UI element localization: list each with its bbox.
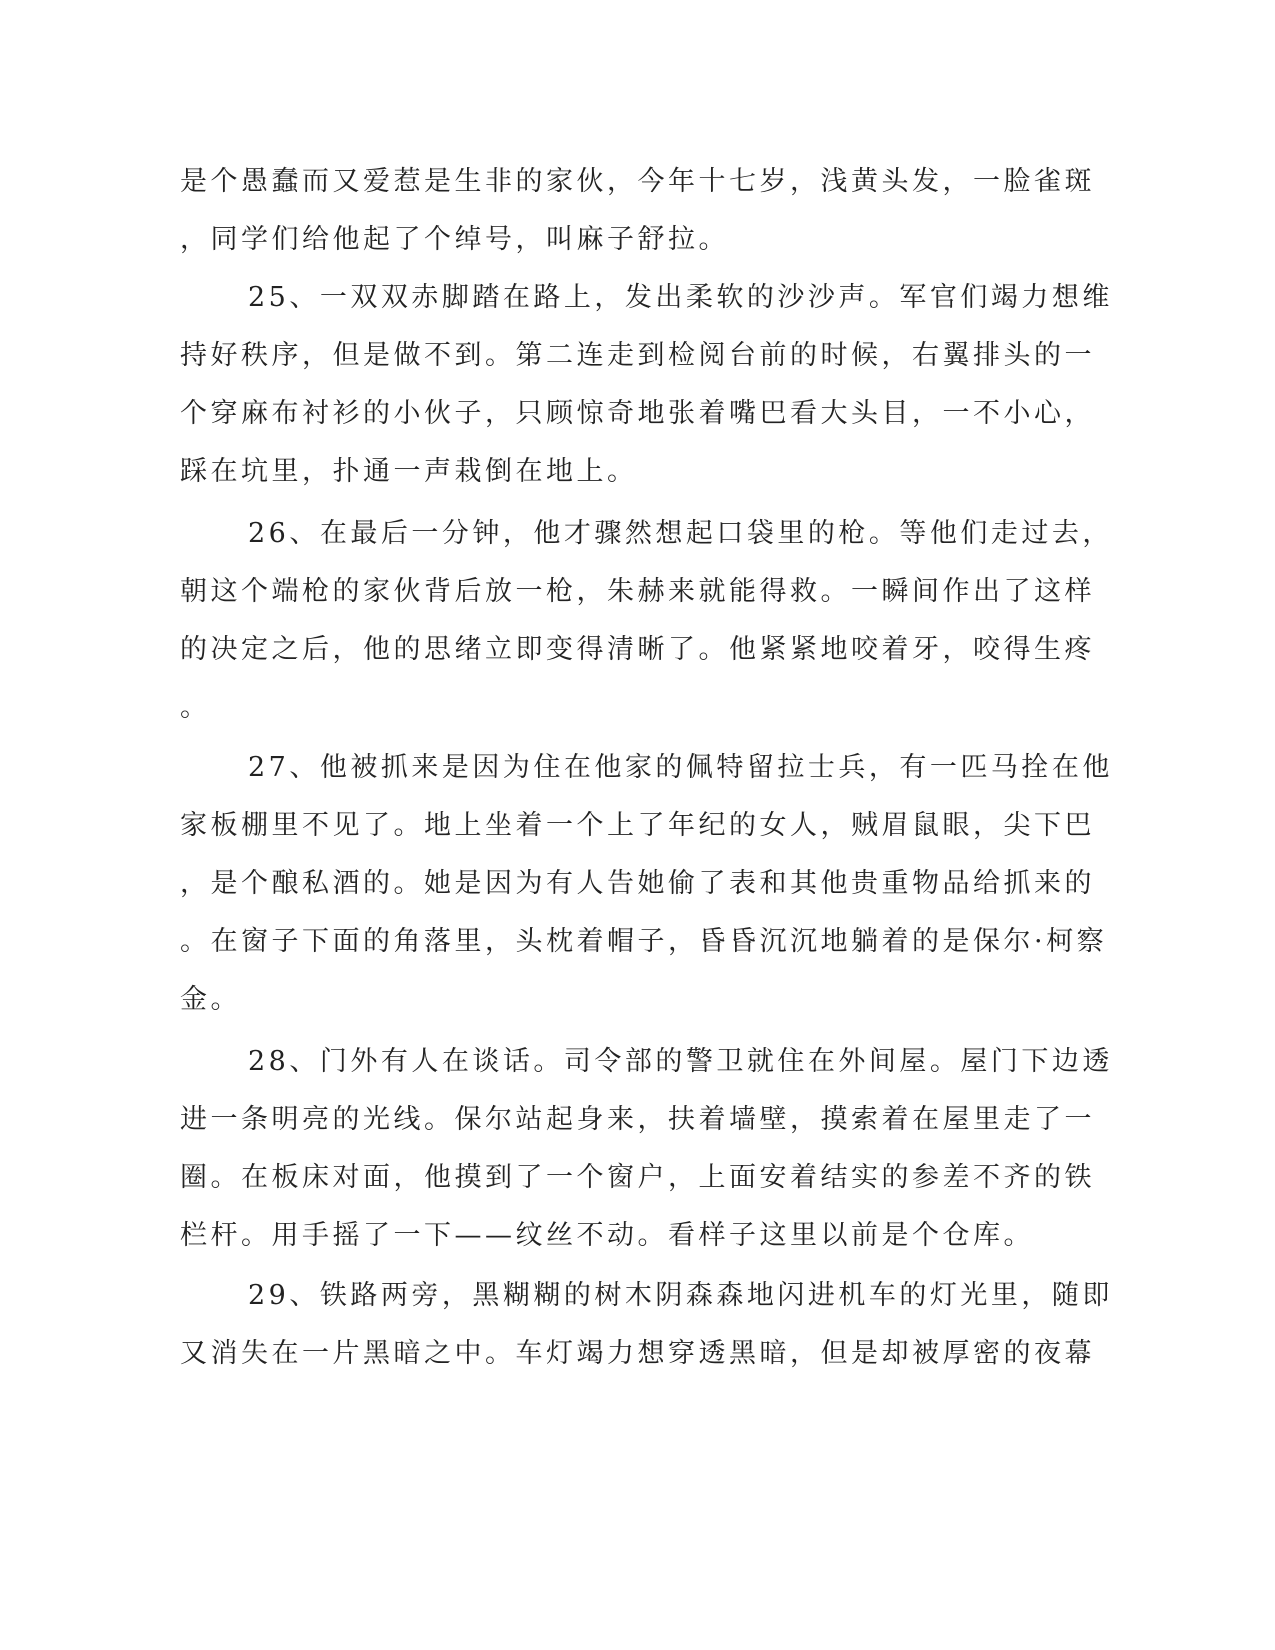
paragraph-26-first-line: 26、在最后一分钟，他才骤然想起口袋里的枪。等他们走过去， — [248, 518, 1113, 549]
text-line: ，是个酿私酒的。她是因为有人告她偷了表和其他贵重物品给抓来的 — [180, 868, 1095, 899]
text-line: 。 — [180, 692, 211, 723]
text-line: 进一条明亮的光线。保尔站起身来，扶着墙壁，摸索着在屋里走了一 — [180, 1104, 1095, 1135]
paragraph-28-first-line: 28、门外有人在谈话。司令部的警卫就住在外间屋。屋门下边透 — [248, 1046, 1113, 1077]
text-line: 的决定之后，他的思绪立即变得清晰了。他紧紧地咬着牙，咬得生疼 — [180, 634, 1095, 665]
paragraph-29-first-line: 29、铁路两旁，黑糊糊的树木阴森森地闪进机车的灯光里，随即 — [248, 1280, 1113, 1311]
text-line: 家板棚里不见了。地上坐着一个上了年纪的女人，贼眉鼠眼，尖下巴 — [180, 810, 1095, 841]
text-line: 个穿麻布衬衫的小伙子，只顾惊奇地张着嘴巴看大头目，一不小心， — [180, 398, 1095, 429]
text-line: 持好秩序，但是做不到。第二连走到检阅台前的时候，右翼排头的一 — [180, 340, 1095, 371]
text-line: 。在窗子下面的角落里，头枕着帽子，昏昏沉沉地躺着的是保尔·柯察 — [180, 926, 1108, 957]
text-line: 朝这个端枪的家伙背后放一枪，朱赫来就能得救。一瞬间作出了这样 — [180, 576, 1095, 607]
text-line: 金。 — [180, 984, 241, 1015]
paragraph-27-first-line: 27、他被抓来是因为住在他家的佩特留拉士兵，有一匹马拴在他 — [248, 752, 1113, 783]
text-line: 是个愚蠢而又爱惹是生非的家伙，今年十七岁，浅黄头发，一脸雀斑 — [180, 166, 1095, 197]
text-line: ，同学们给他起了个绰号，叫麻子舒拉。 — [180, 224, 729, 255]
paragraph-25-first-line: 25、一双双赤脚踏在路上，发出柔软的沙沙声。军官们竭力想维 — [248, 282, 1113, 313]
text-line: 栏杆。用手摇了一下——纹丝不动。看样子这里以前是个仓库。 — [180, 1220, 1034, 1251]
text-line: 又消失在一片黑暗之中。车灯竭力想穿透黑暗，但是却被厚密的夜幕 — [180, 1338, 1095, 1369]
text-line: 踩在坑里，扑通一声栽倒在地上。 — [180, 456, 638, 487]
text-line: 圈。在板床对面，他摸到了一个窗户，上面安着结实的参差不齐的铁 — [180, 1162, 1095, 1193]
